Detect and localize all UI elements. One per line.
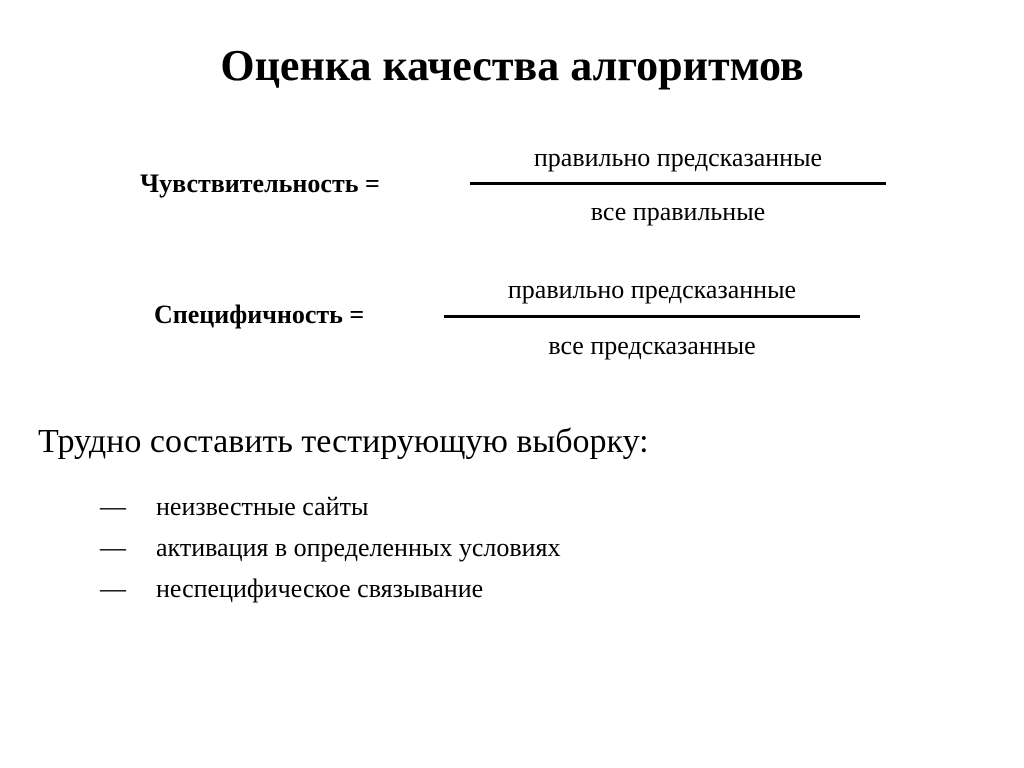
formula-label-sensitivity: Чувствительность = — [140, 169, 380, 198]
fraction-bar-sensitivity — [470, 182, 886, 185]
list-item — [100, 527, 561, 568]
list-item — [100, 568, 561, 609]
formula-label-specificity: Специфичность = — [154, 300, 365, 329]
list-item — [100, 486, 561, 527]
fraction-bar-specificity — [444, 315, 860, 318]
dash-marker: — — [100, 533, 126, 562]
formula-denominator-sensitivity: все правильные — [590, 197, 766, 226]
slide-title: Оценка качества алгоритмов — [220, 41, 804, 90]
dash-marker: — — [100, 492, 126, 521]
list-item-text: неизвестные сайты — [156, 492, 369, 521]
dash-marker: — — [100, 574, 126, 603]
formula-numerator-sensitivity: правильно предсказанные — [533, 143, 823, 172]
list-item-text: неспецифическое связывание — [156, 574, 484, 603]
formula-denominator-specificity: все предсказанные — [548, 331, 756, 360]
statement-text: Трудно составить тестирующую выборку: — [38, 423, 649, 460]
bullet-list — [100, 486, 561, 609]
list-item-text: активация в определенных условиях — [156, 533, 561, 562]
formula-numerator-specificity: правильно предсказанные — [507, 275, 797, 304]
